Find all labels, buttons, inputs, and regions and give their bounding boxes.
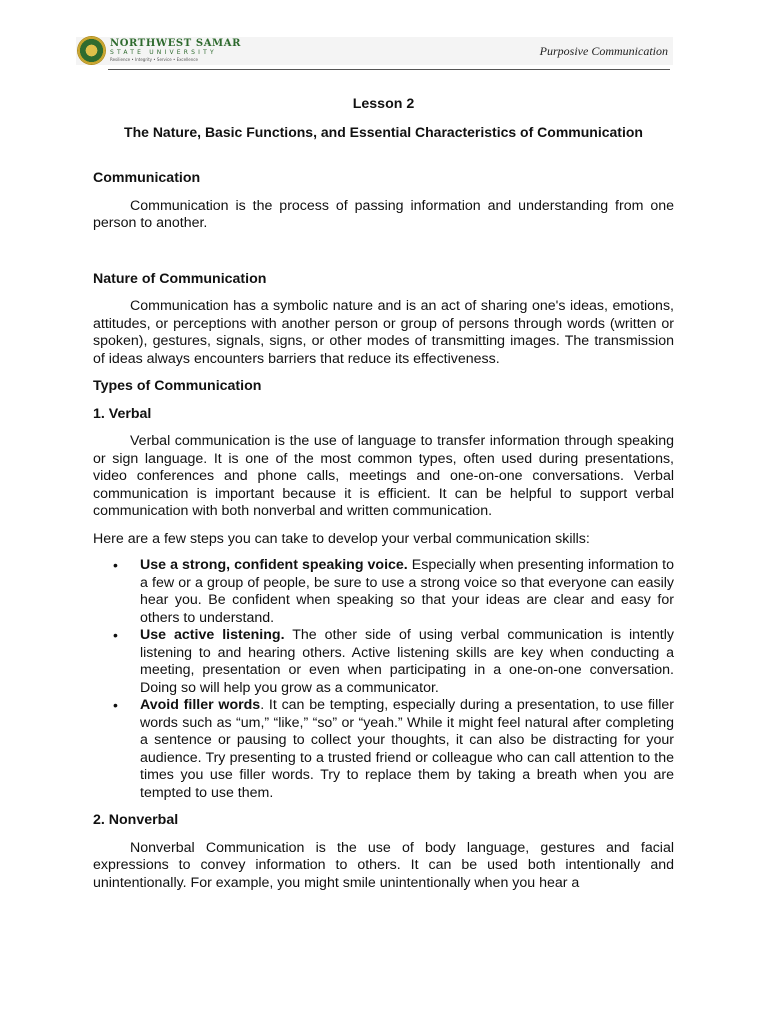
steps-list	[93, 557, 674, 802]
lesson-number: Lesson 2	[352, 96, 415, 112]
communication-paragraph: Communication is the process of passing information and understanding from one person to another.	[93, 197, 674, 231]
nonverbal-paragraph: Nonverbal Communication is the use of body language, gestures and facial expressions to convey information to others. It can be used both intentionally and unintentionally. For example, you might smile unintentionally when you hear a	[93, 839, 674, 891]
course-title: Purposive Communication	[539, 44, 668, 58]
university-name: NORTHWEST SAMAR	[110, 38, 241, 49]
steps-intro: Here are a few steps you can take to develop your verbal communication skills:	[93, 530, 590, 547]
communication-heading: Communication	[93, 170, 201, 186]
step-text: . It can be tempting, especially during a presentation, to use filler words such as “um,” “like,” “so” or “yeah.” While it might feel natural after completing a sentence or pausing to collect your thoughts, it can also be distracting for your audience. Try presenting to a trusted friend or colleague who can call attention to the times you use filler words. Try to replace them by taking a breath when you are tempted to use them.	[140, 697, 674, 801]
header-divider	[108, 69, 670, 70]
nonverbal-heading: 2. Nonverbal	[93, 812, 179, 828]
step-text: Especially when presenting information to a few or a group of people, be sure to use a strong voice so that everyone can easily hear you. Be confident when speaking so that your ideas are clear and easy for others to understand.	[140, 557, 674, 626]
bullet-icon: •	[113, 697, 118, 713]
bullet-icon: •	[113, 557, 118, 573]
nature-heading: Nature of Communication	[93, 270, 267, 287]
step-lead: Use a strong, confident speaking voice.	[140, 557, 408, 573]
document-body	[93, 96, 674, 892]
university-logo	[110, 39, 241, 62]
verbal-heading: 1. Verbal	[93, 405, 152, 422]
university-motto: Resilience • Integrity • Service • Excellence	[110, 57, 198, 62]
university-seal-icon	[78, 37, 105, 64]
step-text: The other side of using verbal communication is intently listening to and hearing others. Active listening skills are key when conducting a meeting, presentation or even when participating in a one-on-one conversation. Doing so will help you grow as a communicator.	[140, 627, 674, 696]
types-heading: Types of Communication	[93, 378, 262, 394]
list-item	[113, 627, 674, 697]
lesson-title: The Nature, Basic Functions, and Essential Characteristics of Communication	[124, 123, 643, 140]
list-item	[113, 557, 674, 627]
verbal-paragraph: Verbal communication is the use of language to transfer information through speaking or sign language. It is one of the most common types, often used during presentations, video conferences and phone calls, meetings and one-on-one conversations. Verbal communication is important because it is efficient. It can be helpful to support verbal communication with both nonverbal and written communication.	[93, 433, 674, 519]
university-sub: STATE UNIVERSITY	[110, 49, 217, 56]
step-lead: Use active listening.	[140, 627, 285, 643]
step-lead: Avoid filler words	[140, 697, 261, 713]
bullet-icon: •	[113, 627, 118, 643]
nature-paragraph: Communication has a symbolic nature and is an act of sharing one's ideas, emotions, attitudes, or perceptions with another person or group of persons through words (written or spoken), gestures, signals, signs, or other modes of transmitting images. The transmission of ideas always encounters barriers that reduce its effectiveness.	[93, 298, 674, 367]
list-item	[113, 697, 674, 802]
